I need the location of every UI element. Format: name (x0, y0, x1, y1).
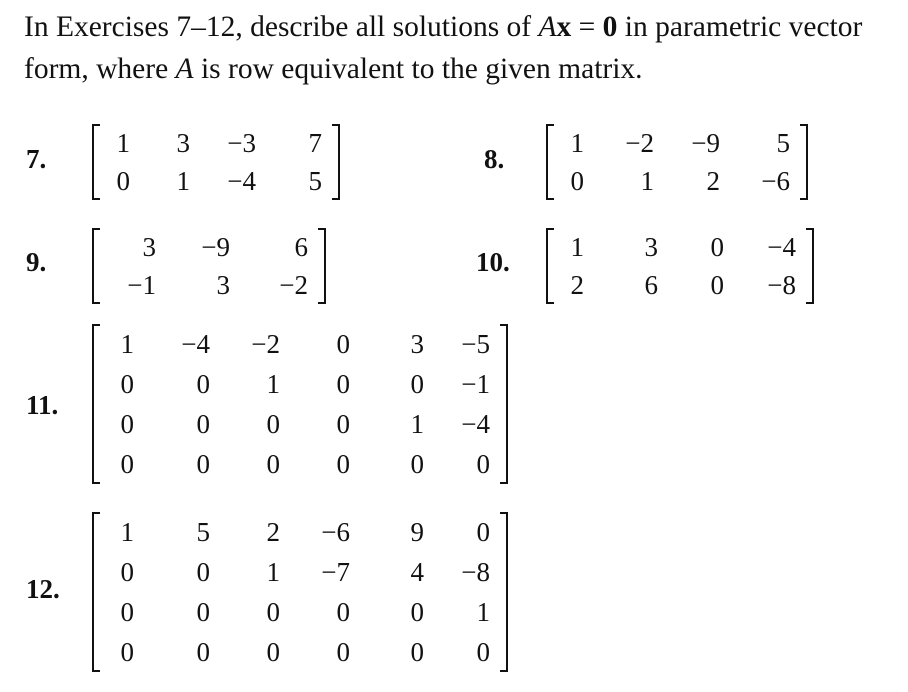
matrix-entry: −2 (279, 269, 308, 300)
matrix-entry: 0 (570, 165, 584, 196)
matrix-entry: 0 (336, 636, 350, 667)
left-bracket (92, 324, 100, 484)
intro-text-2: in parametric vector form, where (24, 11, 863, 85)
matrix-entry: 0 (196, 556, 210, 587)
matrix-entry: 2 (570, 269, 584, 300)
matrix-entry: 0 (266, 596, 280, 627)
right-bracket (500, 512, 508, 672)
left-bracket (92, 124, 100, 200)
matrix-entry: 0 (120, 596, 134, 627)
matrix-entry: −1 (461, 368, 490, 399)
matrix-entry: 1 (570, 231, 584, 262)
matrix-entry: 1 (176, 165, 190, 196)
matrix-entry: 0 (120, 636, 134, 667)
coefficient-matrix (104, 512, 496, 672)
matrix-entry: −8 (461, 556, 490, 587)
left-bracket (92, 512, 100, 672)
matrix-entry: 0 (410, 368, 424, 399)
matrix-entry: 0 (336, 448, 350, 479)
coefficient-matrix (104, 124, 328, 200)
matrix-entry: 0 (266, 408, 280, 439)
matrix-entry: 1 (120, 516, 134, 547)
matrix-entry: −4 (767, 231, 796, 262)
matrix-entry: −8 (767, 269, 796, 300)
matrix-entry: 1 (120, 328, 134, 359)
matrix-entry: −4 (227, 165, 256, 196)
intro-text-1: In Exercises 7–12, describe all solutions of (24, 11, 539, 43)
matrix-entry: −2 (251, 328, 280, 359)
matrix-entry: −6 (321, 516, 350, 547)
right-bracket (332, 124, 340, 200)
matrix-entry: 0 (476, 516, 490, 547)
matrix-entry: 1 (116, 127, 130, 158)
coefficient-matrix (558, 228, 802, 304)
matrix-entry: 0 (410, 636, 424, 667)
coefficient-matrix (104, 228, 314, 304)
matrix-entry: 0 (120, 368, 134, 399)
matrix-entry: 5 (196, 516, 210, 547)
exercise-number: 9. (26, 247, 47, 277)
matrix-entry: 5 (776, 127, 790, 158)
vector-symbol-x: x (556, 11, 572, 43)
matrix-entry: −6 (761, 165, 790, 196)
matrix-entry: 3 (176, 127, 190, 158)
matrix-entry: −3 (227, 127, 256, 158)
matrix-entry: 0 (196, 408, 210, 439)
matrix-entry: 6 (644, 269, 658, 300)
matrix-entry: 0 (120, 408, 134, 439)
matrix-entry: 0 (196, 596, 210, 627)
matrix-entry: 2 (706, 165, 720, 196)
matrix-entry: 0 (336, 368, 350, 399)
matrix-entry: 0 (266, 448, 280, 479)
coefficient-matrix (558, 124, 796, 200)
matrix-entry: 0 (266, 636, 280, 667)
matrix-entry: −5 (461, 328, 490, 359)
matrix-entry: −7 (321, 556, 350, 587)
left-bracket (546, 228, 554, 304)
exercise-number: 12. (26, 574, 60, 604)
matrix-entry: 1 (570, 127, 584, 158)
equals-sign: = (571, 11, 603, 43)
matrix-entry: 3 (142, 231, 156, 262)
matrix-entry: 0 (120, 556, 134, 587)
matrix-entry: −1 (127, 269, 156, 300)
matrix-entry: 5 (308, 165, 322, 196)
matrix-entry: 6 (294, 231, 308, 262)
matrix-entry: 0 (710, 269, 724, 300)
right-bracket (500, 324, 508, 484)
exercise-instructions (24, 6, 900, 90)
matrix-entry: −4 (461, 408, 490, 439)
matrix-symbol-a: A (538, 11, 557, 43)
exercise-number: 11. (26, 390, 59, 420)
matrix-entry: 0 (196, 636, 210, 667)
matrix-entry: 1 (476, 596, 490, 627)
matrix-entry: 1 (410, 408, 424, 439)
matrix-entry: 0 (116, 165, 130, 196)
left-bracket (546, 124, 554, 200)
matrix-entry: −9 (691, 127, 720, 158)
right-bracket (800, 124, 808, 200)
matrix-entry: 0 (476, 448, 490, 479)
exercise-number: 7. (26, 144, 47, 174)
matrix-entry: 0 (196, 448, 210, 479)
matrix-entry: 1 (640, 165, 654, 196)
intro-text-3: is row equivalent to the given matrix. (193, 53, 643, 85)
matrix-entry: −9 (201, 231, 230, 262)
matrix-entry: 4 (410, 556, 424, 587)
matrix-entry: 2 (266, 516, 280, 547)
matrix-entry: 0 (336, 328, 350, 359)
matrix-entry: 9 (410, 516, 424, 547)
matrix-entry: 3 (410, 328, 424, 359)
matrix-entry: 0 (120, 448, 134, 479)
exercise-number: 10. (476, 247, 510, 277)
matrix-entry: 3 (644, 231, 658, 262)
matrix-entry: 0 (196, 368, 210, 399)
matrix-entry: 0 (410, 448, 424, 479)
matrix-entry: −4 (181, 328, 210, 359)
matrix-entry: 0 (410, 596, 424, 627)
matrix-entry: 1 (266, 556, 280, 587)
right-bracket (318, 228, 326, 304)
coefficient-matrix (104, 324, 496, 484)
zero-vector: 0 (602, 11, 618, 43)
matrix-entry: −2 (625, 127, 654, 158)
matrix-symbol-a-2: A (175, 53, 194, 85)
matrix-entry: 1 (266, 368, 280, 399)
exercise-number: 8. (484, 144, 505, 174)
left-bracket (92, 228, 100, 304)
matrix-entry: 0 (336, 596, 350, 627)
matrix-entry: 0 (336, 408, 350, 439)
matrix-entry: 3 (216, 269, 230, 300)
matrix-entry: 7 (308, 127, 322, 158)
matrix-entry: 0 (710, 231, 724, 262)
right-bracket (806, 228, 814, 304)
matrix-entry: 0 (476, 636, 490, 667)
